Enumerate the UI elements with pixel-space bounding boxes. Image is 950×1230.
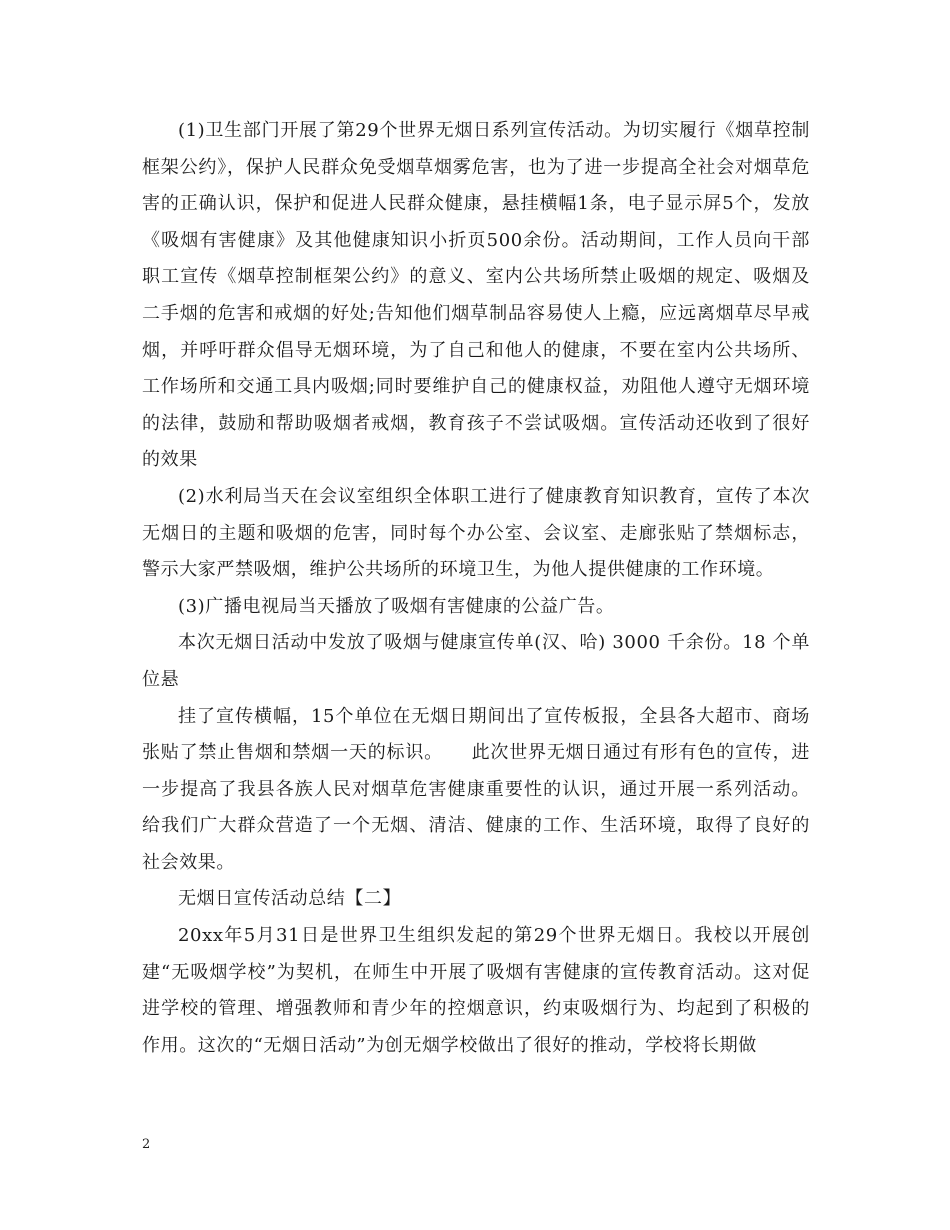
section-heading-part-two: 无烟日宣传活动总结【二】 [178,888,402,910]
page-number: 2 [142,1137,151,1152]
paragraph-banners-summary: 挂了宣传横幅，15个单位在无烟日期间出了宣传板报，全县各大超市、商场张贴了禁止售烟和禁烟一天的标识。 此次世界无烟日通过有形有色的宣传，进一步提高了我县各族人民对烟草危害健康重要性的认识，通过开展一系列活动。给我们广大群众营造了一个无烟、清洁、健康的工作、生活环境，取得了良好的社会效果。 [142,705,810,873]
paragraph-school-activity: 20xx年5月31日是世界卫生组织发起的第29个世界无烟日。我校以开展创建“无吸烟学校”为契机，在师生中开展了吸烟有害健康的宣传教育活动。这对促进学校的管理、增强教师和青少年的控烟意识，约束吸烟行为、均起到了积极的作用。这次的“无烟日活动”为创无烟学校做出了很好的推动，学校将长期做 [142,925,810,1056]
paragraph-health-department: (1)卫生部门开展了第29个世界无烟日系列宣传活动。为切实履行《烟草控制框架公约》，保护人民群众免受烟草烟雾危害，也为了进一步提高全社会对烟草危害的正确认识，保护和促进人民群众健康，悬挂横幅1条，电子显示屏5个，发放《吸烟有害健康》及其他健康知识小折页500余份。活动期间，工作人员向干部职工宣传《烟草控制框架公约》的意义、室内公共场所禁止吸烟的规定、吸烟及二手烟的危害和戒烟的好处;告知他们烟草制品容易使人上瘾，应远离烟草尽早戒烟，并呼吁群众倡导无烟环境，为了自己和他人的健康，不要在室内公共场所、工作场所和交通工具内吸烟;同时要维护自己的健康权益，劝阻他人遵守无烟环境的法律，鼓励和帮助吸烟者戒烟，教育孩子不尝试吸烟。宣传活动还收到了很好的效果 [142,120,810,471]
paragraph-broadcast-bureau: (3)广播电视局当天播放了吸烟有害健康的公益广告。 [178,595,615,617]
paragraph-water-bureau: (2)水利局当天在会议室组织全体职工进行了健康教育知识教育，宣传了本次无烟日的主题和吸烟的危害，同时每个办公室、会议室、走廊张贴了禁烟标志，警示大家严禁吸烟，维护公共场所的环境卫生，为他人提供健康的工作环境。 [142,485,810,581]
paragraph-leaflets-summary: 本次无烟日活动中发放了吸烟与健康宣传单(汉、哈) 3000 千余份。18 个单位悬 [142,632,810,690]
document-body [142,113,810,1064]
